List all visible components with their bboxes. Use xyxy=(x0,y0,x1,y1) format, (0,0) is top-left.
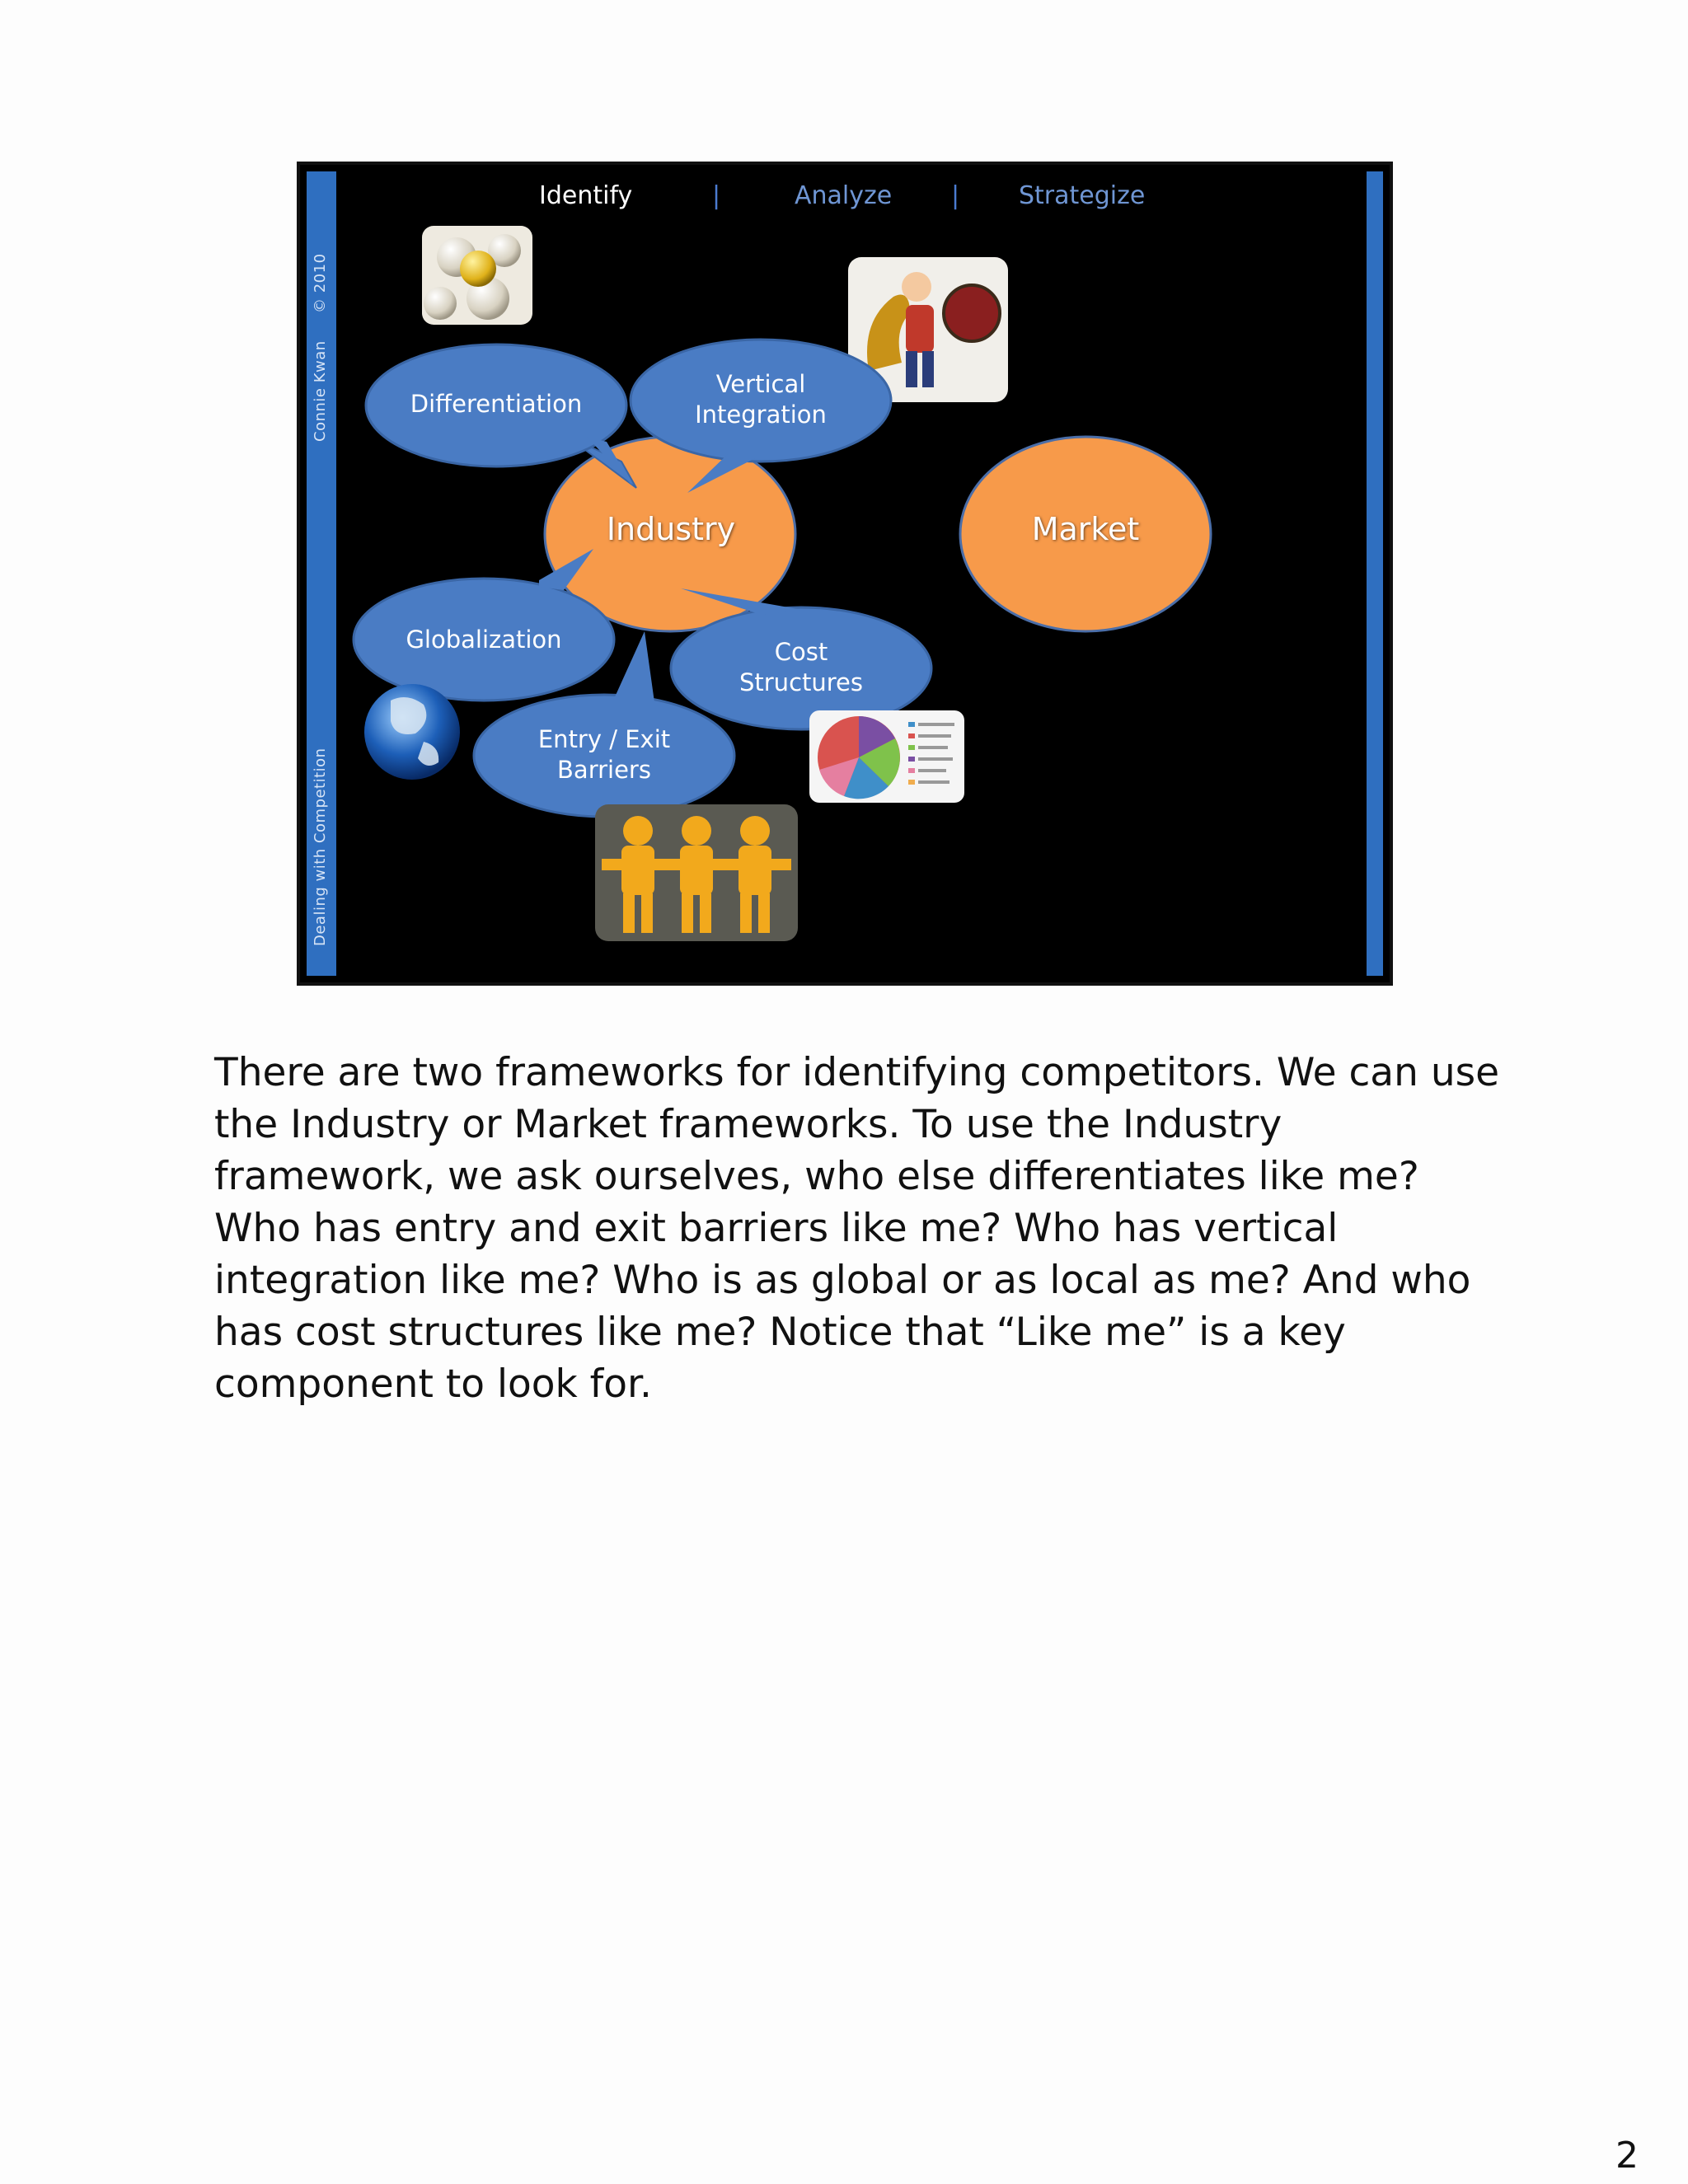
industry-label: Industry xyxy=(606,511,736,547)
paper-dolls-image xyxy=(595,804,798,941)
ornaments-image xyxy=(422,226,532,325)
author-text: Connie Kwan xyxy=(312,340,329,442)
nav-identify: Identify xyxy=(539,181,633,210)
speaker-notes: There are two frameworks for identifying competitors. We can use the Industry or Market frameworks. To use the Industry framework, we ask ourselves, who else differentiates like me? Who has entry and exit barriers like me? Who has vertical integration like me? Who is as global or as local as me? And who has cost structures like me? Notice that “Like me” is a key component to look for. xyxy=(214,1050,1500,1407)
globe-image xyxy=(364,684,460,780)
integration-label-line: Integration xyxy=(695,401,827,429)
nav-separator: | xyxy=(951,181,960,210)
globalization-label: Globalization xyxy=(406,626,562,654)
slide xyxy=(297,162,1393,986)
nav-strategize: Strategize xyxy=(1019,181,1146,210)
page-number: 2 xyxy=(1615,2135,1639,2177)
cost-label-line: Cost xyxy=(774,638,828,666)
vertical-integration-label xyxy=(637,369,884,430)
nav-separator: | xyxy=(712,181,721,210)
course-title-text: Dealing with Competition xyxy=(312,748,329,946)
entry-exit-label-line: Entry / Exit xyxy=(537,725,671,753)
pie-chart-image xyxy=(809,710,964,803)
structures-label-line: Structures xyxy=(738,668,863,696)
market-label: Market xyxy=(1031,511,1140,547)
nav-analyze: Analyze xyxy=(795,181,893,210)
entry-exit-label xyxy=(481,724,728,785)
vertical-label-line: Vertical xyxy=(715,370,806,398)
cost-structures-label xyxy=(678,637,925,698)
barriers-label-line: Barriers xyxy=(557,756,651,784)
copyright-text: © 2010 xyxy=(312,253,329,313)
differentiation-label: Differentiation xyxy=(410,390,583,418)
framework-diagram xyxy=(300,165,1390,982)
